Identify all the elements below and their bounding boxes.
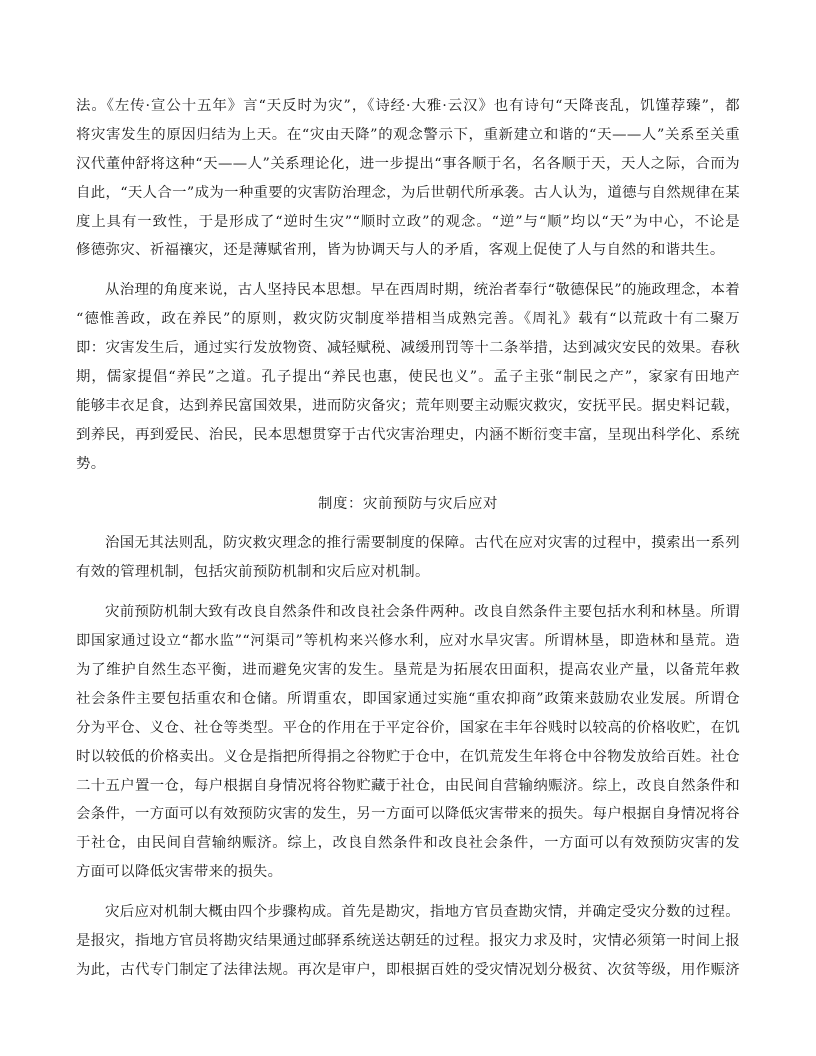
paragraph-zaiqian-yufang [76, 598, 740, 887]
text-line: 自此，“天人合一”成为一种重要的灾害防治理念，为后世朝代所承袭。古人认为，道德与自然规律在某 [76, 184, 740, 201]
text-line: 从治理的角度来说，古人坚持民本思想。早在西周时期，统治者奉行“敬德保民”的施政理念，本着 [105, 282, 740, 299]
paragraph-zaihou-yingdui [76, 898, 740, 985]
text-line: “德惟善政，政在养民”的原则，救灾防灾制度举措相当成熟完善。《周礼》载有“以荒政十有二聚万 [76, 311, 740, 328]
text-line: 为了维护自然生态平衡，进而避免灾害的发生。垦荒是为拓展农田面积，提高农业产量，以备荒年救 [76, 662, 740, 679]
text-line: 修德弥灾、祈福禳灾，还是薄赋省刑，皆为协调天与人的矛盾，客观上促使了人与自然的和谐共生。 [76, 242, 725, 259]
text-line: 分为平仓、义仓、社仓等类型。平仓的作用在于平定谷价，国家在丰年谷贱时以较高的价格收贮，在饥 [76, 719, 740, 736]
text-line: 即：灾害发生后，通过实行发放物资、减轻赋税、减缓刑罚等十二条举措，达到减灾安民的效果。春秋 [76, 340, 740, 357]
text-line: 灾前预防机制大致有改良自然条件和改良社会条件两种。改良自然条件主要包括水利和林垦。所谓 [105, 604, 740, 621]
text-line: 将灾害发生的原因归结为上天。在“灾由天降”的观念警示下，重新建立和谐的“天——人”关系至关重 [76, 126, 740, 143]
text-line: 是报灾，指地方官员将勘灾结果通过邮驿系统送达朝廷的过程。报灾力求及时，灾情必须第一时间上报 [76, 933, 740, 950]
text-line: 即国家通过设立“都水监”“河渠司”等机构来兴修水利，应对水旱灾害。所谓林垦，即造林和垦荒。造 [76, 633, 740, 650]
paragraph-minben-sixiang [76, 276, 740, 478]
text-line: 汉代董仲舒将这种“天——人”关系理论化，进一步提出“事各顺于名，名各顺于天，天人之际，合而为 [76, 155, 740, 172]
text-line: 灾后应对机制大概由四个步骤构成。首先是勘灾，指地方官员查勘灾情，并确定受灾分数的过程。 [105, 904, 740, 921]
text-line: 为此，古代专门制定了法律法规。再次是审户，即根据百姓的受灾情况划分极贫、次贫等级，用作赈济 [76, 961, 740, 978]
text-line: 期，儒家提倡“养民”之道。孔子提出“养民也惠，使民也义”。孟子主张“制民之产”，家家有田地产 [76, 369, 740, 386]
text-line: 能够丰衣足食，达到养民富国效果，进而防灾备灾；荒年则要主动赈灾救灾，安抚平民。据史料记载， [76, 397, 740, 414]
text-line: 法。《左传·宣公十五年》言“天反时为灾”，《诗经·大雅·云汉》也有诗句“天降丧乱，饥馑荐臻”，都 [76, 98, 740, 114]
text-line: 会条件，一方面可以有效预防灾害的发生，另一方面可以降低灾害带来的损失。每户根据自身情况将谷 [76, 806, 740, 823]
text-line: 治国无其法则乱，防灾救灾理念的推行需要制度的保障。古代在应对灾害的过程中，摸索出一系列 [105, 535, 740, 552]
text-line: 二十五户置一仓，每户根据自身情况将谷物贮藏于社仓，由民间自营输纳赈济。综上，改良自然条件和 [76, 777, 740, 794]
text-line: 势。 [76, 455, 106, 472]
paragraph-zhidu-baozhang [76, 529, 740, 587]
text-line: 于社仓，由民间自营输纳赈济。综上，改良自然条件和改良社会条件，一方面可以有效预防灾害的发 [76, 835, 740, 852]
text-line: 度上具有一致性，于是形成了“逆时生灾”“顺时立政”的观念。“逆”与“顺”均以“天”为中心，不论是 [76, 213, 740, 230]
text-line: 方面可以降低灾害带来的损失。 [76, 864, 283, 881]
section-heading: 制度：灾前预防与灾后应对 [318, 495, 498, 512]
body-text [76, 92, 740, 985]
text-line: 有效的管理机制，包括灾前预防机制和灾后应对机制。 [76, 564, 430, 581]
text-line: 时以较低的价格卖出。义仓是指把所得捐之谷物贮于仓中，在饥荒发生年将仓中谷物发放给百姓。社仓 [76, 748, 740, 765]
text-line: 社会条件主要包括重农和仓储。所谓重农，即国家通过实施“重农抑商”政策来鼓励农业发展。所谓仓 [76, 690, 740, 707]
paragraph-tianren-heyi [76, 92, 740, 265]
text-line: 到养民，再到爱民、治民，民本思想贯穿于古代灾害治理史，内涵不断衍变丰富，呈现出科学化、系统 [76, 426, 740, 443]
